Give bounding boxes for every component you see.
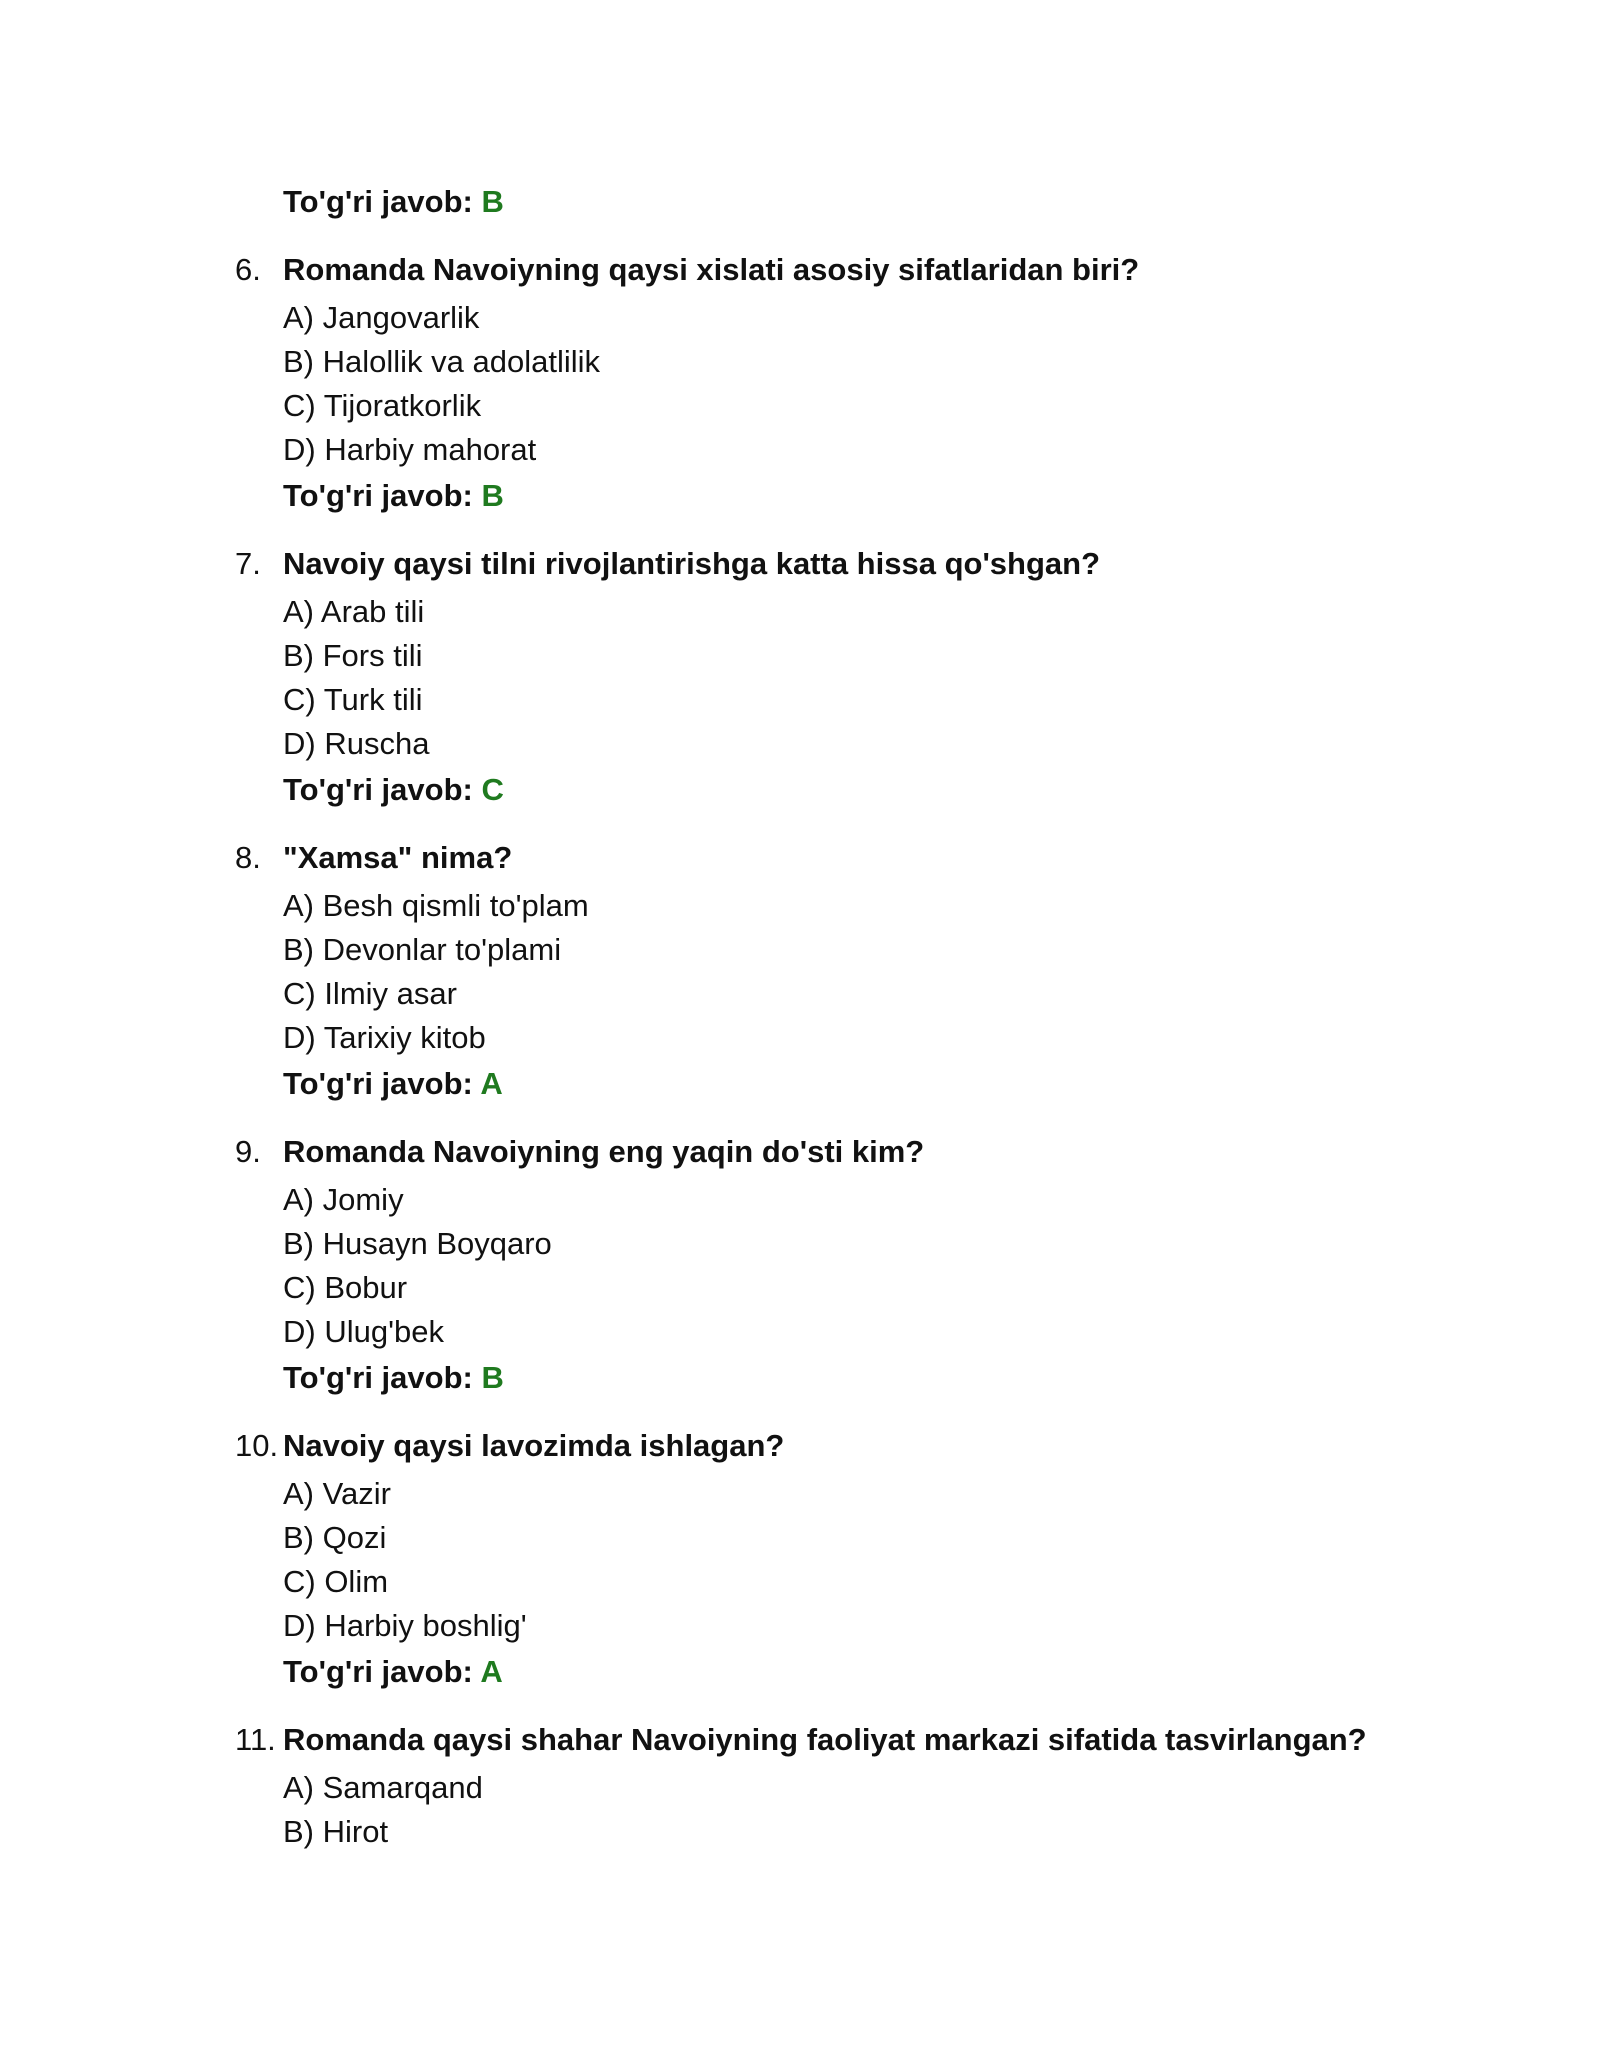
- options-list: [235, 1766, 1435, 1854]
- question-text: Navoiy qaysi tilni rivojlantirishga katta hissa qo'shgan?: [283, 546, 1101, 581]
- options-list: [235, 1178, 1435, 1354]
- answer-line: [235, 1650, 1435, 1694]
- answer-line: [235, 474, 1435, 518]
- option-b: B) Fors tili: [283, 638, 423, 673]
- answer-letter: B: [481, 478, 504, 513]
- option-a: A) Arab tili: [283, 594, 425, 629]
- question-number: 10.: [235, 1428, 279, 1463]
- answer-line-q5: [235, 180, 1435, 224]
- answer-line: [235, 768, 1435, 812]
- quiz-content: [235, 180, 1435, 1854]
- answer-letter: C: [481, 772, 504, 807]
- answer-letter: B: [481, 1360, 504, 1395]
- question-number: 9.: [235, 1134, 261, 1169]
- option-b: B) Husayn Boyqaro: [283, 1226, 552, 1261]
- question-8: [235, 836, 1435, 1106]
- question-text: Romanda qaysi shahar Navoiyning faoliyat markazi sifatida tasvirlangan?: [283, 1722, 1367, 1757]
- option-d: D) Tarixiy kitob: [283, 1020, 486, 1055]
- option-b: B) Halollik va adolatlilik: [283, 344, 601, 379]
- options-list: [235, 296, 1435, 472]
- option-c: C) Turk tili: [283, 682, 423, 717]
- answer-label: To'g'ri javob:: [283, 772, 473, 807]
- answer-line: [235, 1062, 1435, 1106]
- answer-label: To'g'ri javob:: [283, 1360, 473, 1395]
- option-a: A) Jangovarlik: [283, 300, 480, 335]
- option-b: B) Qozi: [283, 1520, 387, 1555]
- question-number: 7.: [235, 546, 261, 581]
- options-list: [235, 590, 1435, 766]
- option-d: D) Harbiy mahorat: [283, 432, 537, 467]
- option-c: C) Ilmiy asar: [283, 976, 457, 1011]
- question-text: "Xamsa" nima?: [283, 840, 513, 875]
- answer-label: To'g'ri javob:: [283, 1654, 473, 1689]
- option-d: D) Ruscha: [283, 726, 430, 761]
- option-d: D) Ulug'bek: [283, 1314, 444, 1349]
- option-a: A) Besh qismli to'plam: [283, 888, 589, 923]
- question-9: [235, 1130, 1435, 1400]
- option-a: A) Vazir: [283, 1476, 391, 1511]
- question-11: [235, 1718, 1435, 1854]
- answer-label: To'g'ri javob:: [283, 478, 473, 513]
- option-c: C) Bobur: [283, 1270, 408, 1305]
- question-number: 11.: [235, 1722, 276, 1757]
- option-c: C) Tijoratkorlik: [283, 388, 482, 423]
- option-b: B) Hirot: [283, 1814, 389, 1849]
- option-a: A) Samarqand: [283, 1770, 483, 1805]
- answer-line: [235, 1356, 1435, 1400]
- answer-label: To'g'ri javob:: [283, 1066, 473, 1101]
- question-number: 6.: [235, 252, 261, 287]
- question-text: Navoiy qaysi lavozimda ishlagan?: [283, 1428, 785, 1463]
- question-number: 8.: [235, 840, 261, 875]
- answer-label: To'g'ri javob:: [283, 184, 473, 219]
- option-a: A) Jomiy: [283, 1182, 404, 1217]
- question-10: [235, 1424, 1435, 1694]
- question-6: [235, 248, 1435, 518]
- question-7: [235, 542, 1435, 812]
- option-c: C) Olim: [283, 1564, 389, 1599]
- option-b: B) Devonlar to'plami: [283, 932, 562, 967]
- question-text: Romanda Navoiyning eng yaqin do'sti kim?: [283, 1134, 925, 1169]
- question-text: Romanda Navoiyning qaysi xislati asosiy sifatlaridan biri?: [283, 252, 1140, 287]
- option-d: D) Harbiy boshlig': [283, 1608, 527, 1643]
- options-list: [235, 1472, 1435, 1648]
- options-list: [235, 884, 1435, 1060]
- answer-letter: A: [480, 1066, 503, 1101]
- answer-letter: B: [481, 184, 504, 219]
- answer-letter: A: [480, 1654, 503, 1689]
